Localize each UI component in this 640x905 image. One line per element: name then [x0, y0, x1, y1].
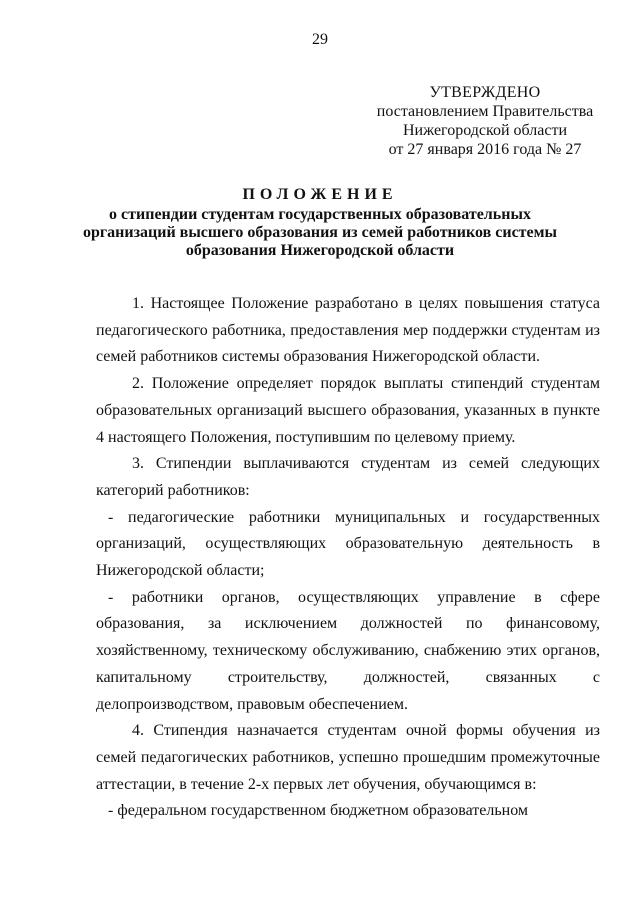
document-title-block	[70, 186, 570, 260]
page-number: 29	[312, 31, 328, 48]
document-subtitle: о стипендии студентам государственных образовательных организаций высшего образования из семей работников системы образования Нижегородской области	[82, 206, 558, 259]
document-title: ПОЛОЖЕНИЕ	[242, 186, 398, 203]
list-item-federal: - федеральном государственном бюджетном образовательном	[108, 802, 529, 820]
paragraph-1: 1. Настоящее Положение разработано в целях повышения статуса педагогического работника, предоставления мер поддержки студентам из семей работников системы образования Нижегородской области.	[96, 295, 600, 366]
approval-stamp	[370, 83, 600, 159]
approval-line-1: постановлением Правительства	[376, 103, 594, 120]
paragraph-4: 4. Стипендия назначается студентам очной формы обучения из семей педагогических работников, успешно прошедшим промежуточные аттестации, в течение 2-х первых лет обучения, обучающимся в:	[96, 722, 600, 793]
approval-line-2: Нижегородской области	[402, 122, 567, 139]
document-body	[96, 291, 600, 825]
list-item-administrators: - работники органов, осуществляющих управление в сфере образования, за исключением должностей по финансовому, хозяйственному, техническому обслуживанию, снабжению этих органов, капитальному строительству, должностей, связанных с делопроизводством, правовым обеспечением.	[96, 588, 600, 713]
approval-heading: УТВЕРЖДЕНО	[429, 84, 541, 101]
approval-line-3: от 27 января 2016 года № 27	[388, 141, 582, 158]
list-item-teachers: - педагогические работники муниципальных и государственных организаций, осуществляющих образовательную деятельность в Нижегородской области;	[96, 508, 600, 580]
paragraph-2: 2. Положение определяет порядок выплаты стипендий студентам образовательных организаций высшего образования, указанных в пункте 4 настоящего Положения, поступившим по целевому приему.	[96, 375, 600, 446]
paragraph-3: 3. Стипендии выплачиваются студентам из семей следующих категорий работников:	[96, 455, 600, 499]
